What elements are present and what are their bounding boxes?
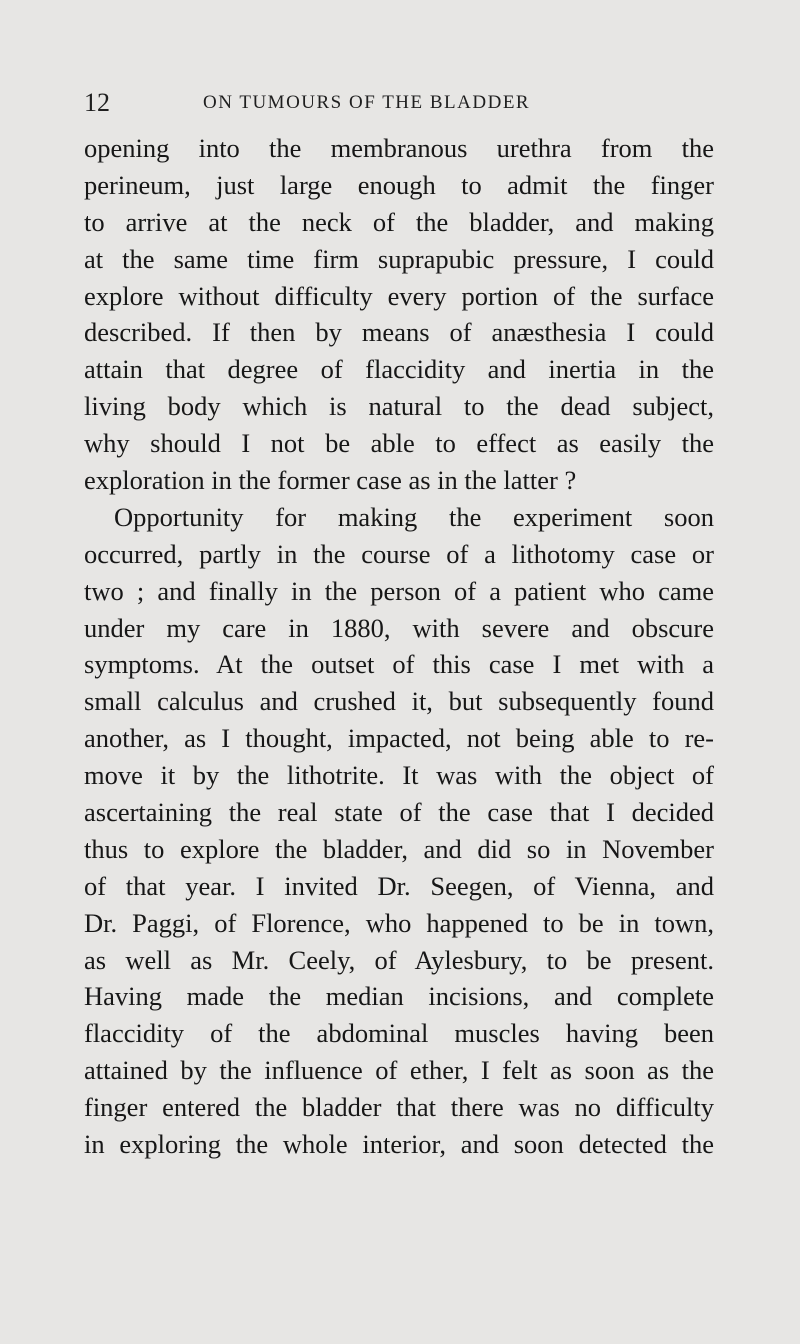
text-line: why should I not be able to effect as easily the — [84, 428, 714, 459]
text-line: move it by the lithotrite. It was with the object of — [84, 760, 714, 791]
body-text — [84, 130, 714, 1163]
text-line: living body which is natural to the dead subject, — [84, 391, 714, 422]
text-line: two ; and finally in the person of a patient who came — [84, 575, 714, 606]
text-line: occurred, partly in the course of a lithotomy case or — [84, 538, 714, 569]
text-line: of that year. I invited Dr. Seegen, of Vienna, and — [84, 870, 714, 901]
text-line: attained by the influence of ether, I felt as soon as the — [84, 1055, 714, 1086]
text-line: finger entered the bladder that there was no difficulty — [84, 1092, 714, 1123]
text-line: at the same time firm suprapubic pressure, I could — [84, 243, 714, 274]
text-line: to arrive at the neck of the bladder, and making — [84, 206, 714, 237]
text-line: flaccidity of the abdominal muscles having been — [84, 1018, 714, 1049]
text-line: another, as I thought, impacted, not being able to re- — [84, 723, 714, 754]
text-line: Dr. Paggi, of Florence, who happened to be in town, — [84, 907, 714, 938]
text-line: under my care in 1880, with severe and obscure — [84, 612, 714, 643]
text-line: exploration in the former case as in the latter ? — [84, 465, 577, 496]
text-line: ascertaining the real state of the case that I decided — [84, 797, 714, 828]
text-line: symptoms. At the outset of this case I met with a — [84, 649, 714, 680]
text-line: thus to explore the bladder, and did so in November — [84, 833, 714, 864]
running-head — [84, 88, 736, 118]
text-line: perineum, just large enough to admit the finger — [84, 169, 714, 200]
text-line: described. If then by means of anæsthesia I could — [84, 317, 714, 348]
text-line: in exploring the whole interior, and soon detected the — [84, 1129, 714, 1160]
text-line: small calculus and crushed it, but subsequently found — [84, 686, 714, 717]
text-line: Opportunity for making the experiment soon — [114, 501, 714, 532]
running-title: ON TUMOURS OF THE BLADDER — [203, 92, 531, 113]
text-line: Having made the median incisions, and complete — [84, 981, 714, 1012]
text-line: opening into the membranous urethra from the — [84, 133, 714, 163]
text-line: as well as Mr. Ceely, of Aylesbury, to be present. — [84, 944, 714, 975]
text-line: explore without difficulty every portion of the surface — [84, 280, 714, 311]
page-number: 12 — [84, 88, 110, 117]
text-line: attain that degree of flaccidity and inertia in the — [84, 354, 714, 385]
